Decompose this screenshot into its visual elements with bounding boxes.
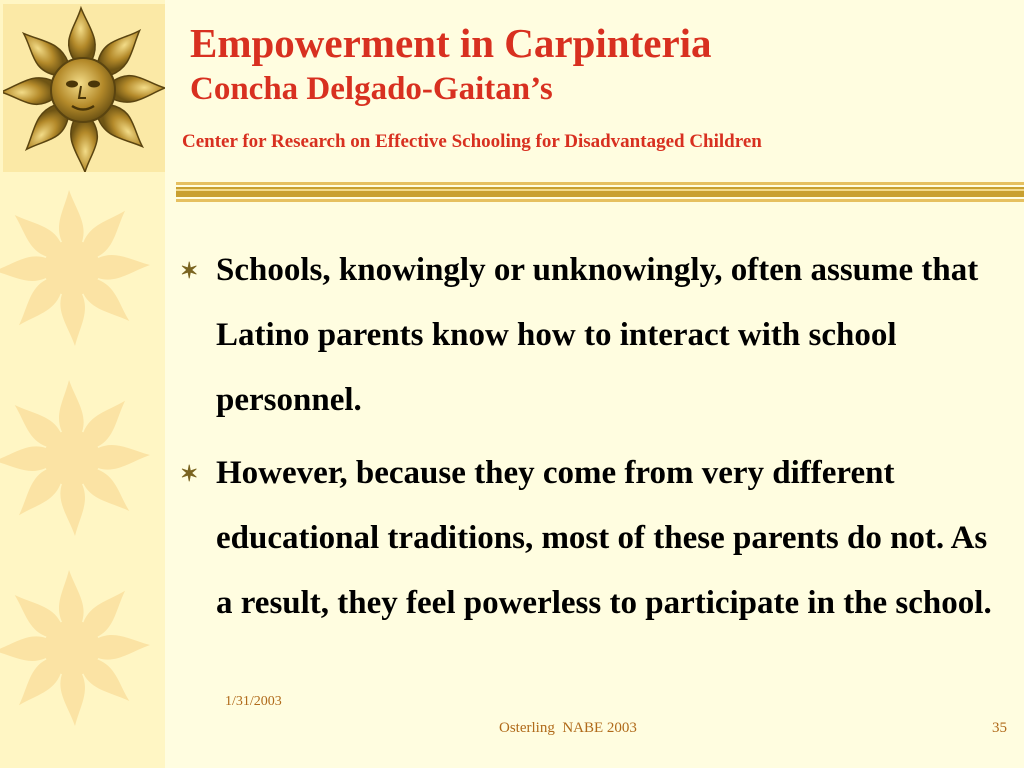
center-name: Center for Research on Effective Schooling for Disadvantaged Children xyxy=(182,131,762,152)
bullet-item xyxy=(180,238,1010,433)
slide-subtitle: Concha Delgado-Gaitan’s xyxy=(190,71,553,107)
star-bullet-icon: ✶ xyxy=(180,461,199,486)
bullet-text: Schools, knowingly or unknowingly, often assume that Latino parents know how to interact with school personnel. xyxy=(216,252,979,418)
sun-face-logo xyxy=(3,4,165,172)
bullet-item xyxy=(180,441,1010,636)
sun-outline-icon xyxy=(0,372,165,542)
left-decor-strip xyxy=(0,0,165,768)
slide-date: 1/31/2003 xyxy=(225,694,282,709)
star-bullet-icon: ✶ xyxy=(180,258,199,283)
slide-footer: Osterling NABE 2003 xyxy=(499,720,637,736)
page-number: 35 xyxy=(992,720,1007,736)
bullet-list xyxy=(180,238,1010,644)
sun-outline-icon xyxy=(0,562,165,732)
title-divider xyxy=(176,181,1024,203)
golden-sun-face-icon xyxy=(3,4,165,172)
sun-outline-icon xyxy=(0,182,165,352)
bullet-text: However, because they come from very different educational traditions, most of these parents do not. As a result, they feel powerless to participate in the school. xyxy=(216,455,992,621)
slide-title: Empowerment in Carpinteria xyxy=(190,20,712,66)
